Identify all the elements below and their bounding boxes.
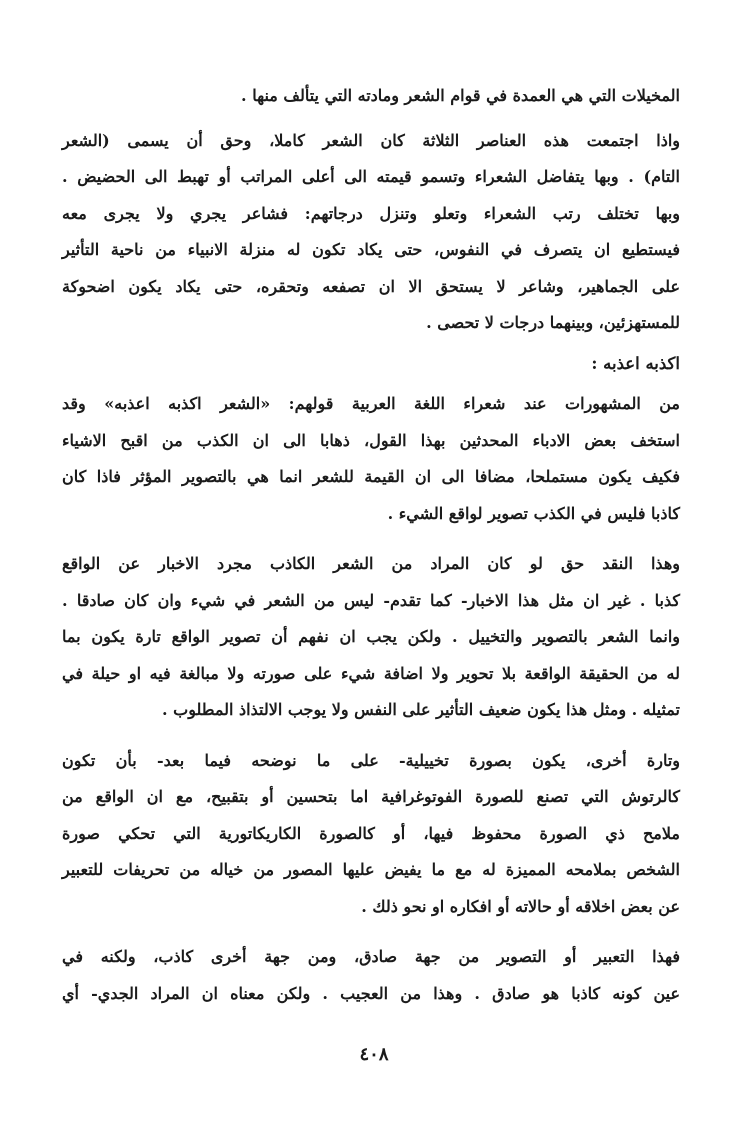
- paragraph-gap: [62, 115, 680, 123]
- paragraph-gap: [62, 729, 680, 743]
- paragraph-gap: [62, 532, 680, 546]
- paragraph: [62, 78, 680, 115]
- text-line: التام) . وبها يتفاضل الشعراء وتسمو قيمته الى أعلى المراتب أو تهبط الى الحضيض .: [62, 167, 680, 186]
- text-line: كذبا . غير ان مثل هذا الاخبار- كما تقدم- ليس من الشعر في شيء وان كان صادقا .: [62, 590, 680, 610]
- paragraph: [62, 939, 680, 1012]
- text-line: له من الحقيقة الواقعة بلا تحوير ولا اضافة شيء على صورته ولا مبالغة فيه او حيلة في: [62, 663, 680, 683]
- text-line: استخف بعض الادباء المحدثين بهذا القول، ذهابا الى ان الكذب من اقبح الاشياء: [62, 430, 680, 450]
- text-line: واذا اجتمعت هذه العناصر الثلاثة كان الشعر كاملا، وحق أن يسمى (الشعر: [62, 130, 680, 150]
- text-line: وانما الشعر بالتصوير والتخييل . ولكن يجب ان نفهم أن تصوير الواقع تارة يكون بما: [62, 627, 680, 646]
- text-line: من المشهورات عند شعراء اللغة العربية قولهم: «الشعر اكذبه اعذبه» وقد: [62, 394, 680, 413]
- text-line: كاذبا فليس في الكذب تصوير لواقع الشيء .: [387, 503, 680, 523]
- text-line: عين كونه كاذبا هو صادق . وهذا من العجيب . ولكن معناه ان المراد الجدي- أي: [62, 983, 680, 1003]
- text-line: تمثيله . ومثل هذا يكون ضعيف التأثير على النفس ولا يوجب الالتذاذ المطلوب .: [162, 700, 680, 719]
- section-heading: اكذبه اعذبه :: [591, 353, 680, 373]
- text-line: للمستهزئين، وبينهما درجات لا تحصى .: [426, 313, 680, 332]
- text-line: المخيلات التي هي العمدة في قوام الشعر ومادته التي يتألف منها .: [241, 86, 680, 105]
- paragraph-gap: [62, 925, 680, 939]
- text-line: فيستطيع ان يتصرف في النفوس، حتى يكاد تكون له منزلة الانبياء من ناحية التأثير: [62, 240, 680, 259]
- text-line: وهذا النقد حق لو كان المراد من الشعر الكاذب مجرد الاخبار عن الواقع: [62, 554, 680, 573]
- paragraph: [62, 386, 680, 532]
- paragraph: [62, 123, 680, 342]
- text-line: على الجماهير، وشاعر لا يستحق الا ان تصفعه وتحقره، حتى يكاد يكون اضحوكة: [62, 276, 680, 296]
- text-line: الشخص بملامحه المميزة له مع ما يفيض عليها المصور من خياله من تحريفات للتعبير: [62, 860, 680, 879]
- paragraph: [62, 546, 680, 729]
- text-line: وتارة أخرى، يكون بصورة تخييلية- على ما نوضحه فيما بعد- بأن تكون: [62, 750, 680, 770]
- text-line: كالرتوش التي تصنع للصورة الفوتوغرافية اما بتحسين أو بتقبيح، مع ان الواقع من: [62, 787, 680, 806]
- text-line: ملامح ذي الصورة محفوظ فيها، أو كالصورة الكاريكاتورية التي تحكي صورة: [62, 823, 680, 843]
- page-number: ٤٠٨: [359, 1044, 389, 1065]
- text-line: وبها تختلف رتب الشعراء وتعلو وتنزل درجاتهم: فشاعر يجري ولا يجرى معه: [62, 203, 680, 223]
- text-line: عن بعض اخلاقه أو حالاته أو افكاره او نحو ذلك .: [361, 896, 680, 916]
- text-line: فكيف يكون مستملحا، مضافا الى ان القيمة للشعر انما هي بالتصوير المؤثر فاذا كان: [62, 467, 680, 486]
- text-line: فهذا التعبير أو التصوير من جهة صادق، ومن جهة أخرى كاذب، ولكنه في: [62, 947, 680, 966]
- page-body: [62, 78, 680, 1012]
- paragraph: [62, 743, 680, 926]
